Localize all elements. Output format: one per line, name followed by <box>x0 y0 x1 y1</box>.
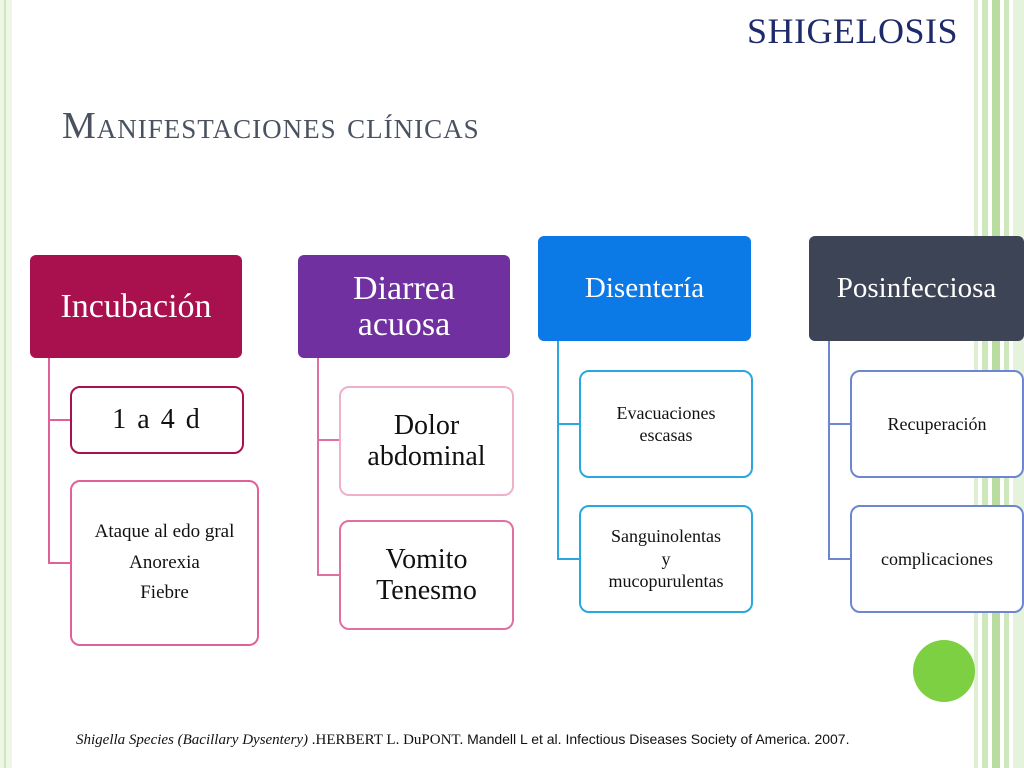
connector-line <box>557 341 559 560</box>
connector-line <box>557 423 579 425</box>
child-box <box>70 480 259 646</box>
header-label: Disentería <box>584 272 705 305</box>
child-text: Tenesmo <box>376 575 477 606</box>
child-text: Evacuaciones escasas <box>616 402 716 445</box>
child-box <box>339 520 514 630</box>
connector-line <box>828 341 830 560</box>
child-box <box>579 505 753 613</box>
connector-line <box>48 358 50 564</box>
header-label: Incubación <box>60 287 212 325</box>
child-box <box>579 370 753 478</box>
citation-source: Mandell L et al. Infectious Diseases Society of America. 2007. <box>463 731 850 747</box>
slide-topic-title: SHIGELOSIS <box>746 11 958 51</box>
connector-line <box>317 574 339 576</box>
slide-main-title: Manifestaciones clínicas <box>62 105 480 147</box>
header-diarrea-acuosa <box>298 255 510 358</box>
child-text: Sanguinolentas <box>611 526 721 547</box>
connector-line <box>557 558 579 560</box>
connector-line <box>317 439 339 441</box>
child-text: mucopurulentas <box>608 571 724 592</box>
child-text: 1 a 4 d <box>112 404 202 435</box>
connector-line <box>828 558 850 560</box>
child-text: Fiebre <box>140 582 189 604</box>
child-box <box>850 505 1024 613</box>
decorative-green-circle <box>913 640 975 702</box>
header-label: Diarrea acuosa <box>353 269 455 343</box>
header-label: Posinfecciosa <box>836 272 997 305</box>
child-text: Dolor abdominal <box>367 409 486 472</box>
child-text: Vomito <box>385 543 468 575</box>
connector-line <box>317 358 319 576</box>
connector-line <box>48 562 70 564</box>
connector-line <box>48 419 70 421</box>
connector-line <box>828 423 850 425</box>
child-text: Ataque al edo gral <box>94 520 235 542</box>
left-frame-border <box>0 0 12 768</box>
citation-author: .HERBERT L. DuPONT. <box>308 732 464 748</box>
child-text: Anorexia <box>129 551 200 573</box>
child-text: complicaciones <box>881 548 993 569</box>
header-incubacion <box>30 255 242 358</box>
citation-title: Shigella Species (Bacillary Dysentery) <box>76 732 309 748</box>
child-text: Recuperación <box>887 413 987 434</box>
citation-footer <box>76 731 849 749</box>
child-text: y <box>661 548 671 569</box>
header-disenteria <box>538 236 751 341</box>
child-box <box>70 386 244 454</box>
child-box <box>850 370 1024 478</box>
child-box <box>339 386 514 496</box>
header-posinfecciosa <box>809 236 1024 341</box>
